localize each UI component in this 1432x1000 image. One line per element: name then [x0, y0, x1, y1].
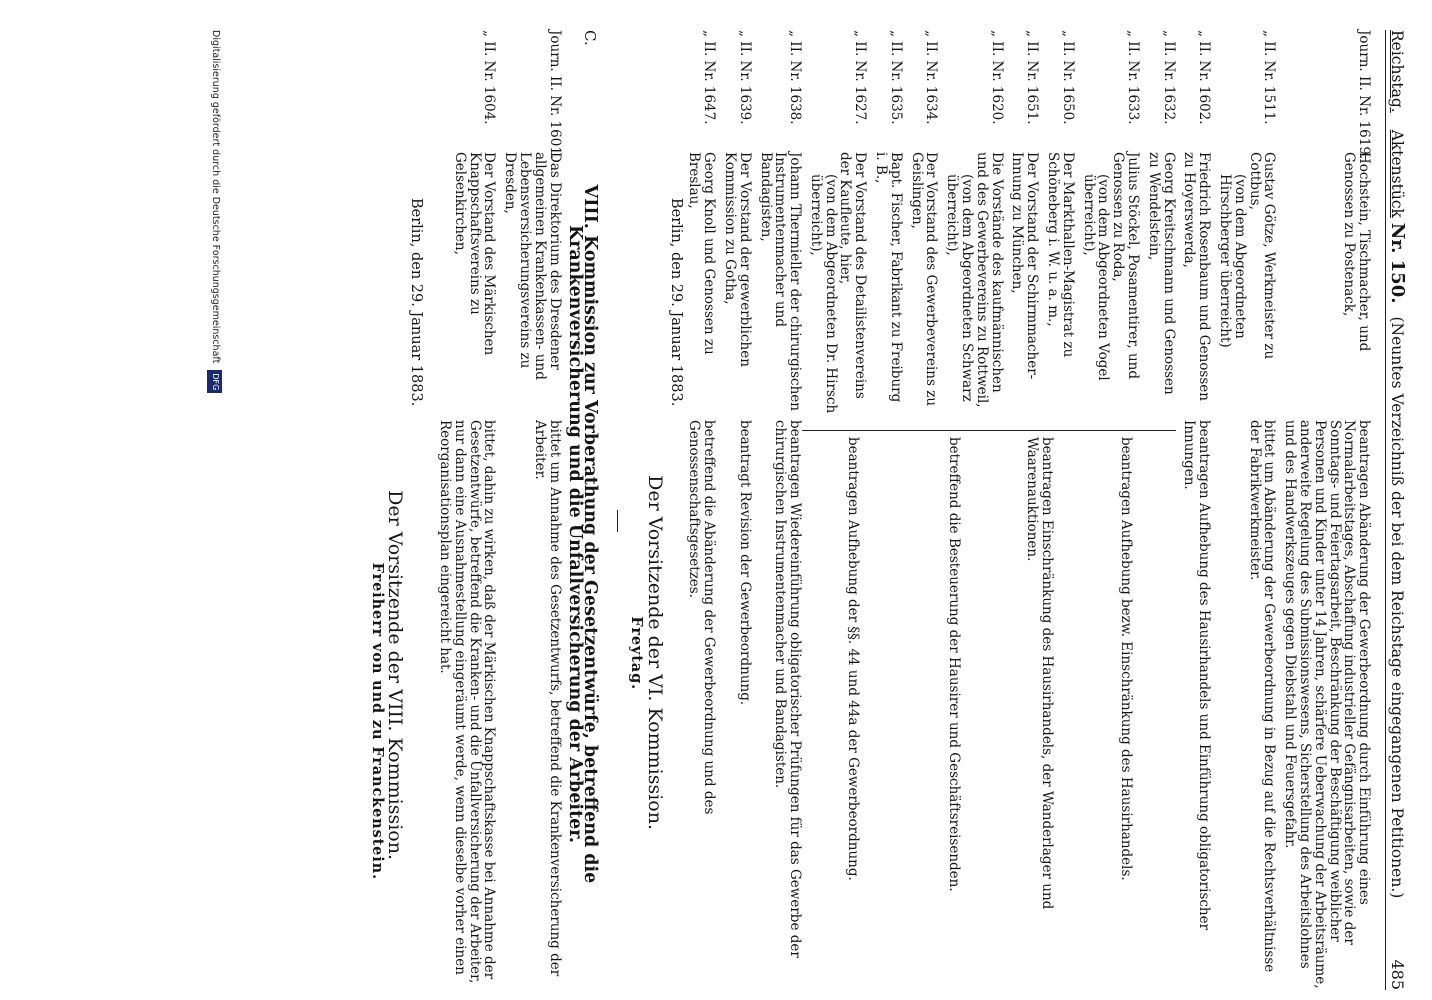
petition-group-left — [802, 30, 903, 420]
petition-group — [903, 30, 1004, 990]
dfg-logo: DFG — [207, 370, 222, 393]
section-viii-header — [565, 30, 601, 990]
petition-request: beantragen Aufhebung bezw. Einschränkung des Hausirhandels. — [1117, 437, 1134, 881]
petition-row — [1217, 30, 1276, 990]
bracket — [1075, 420, 1176, 431]
petitioner-block — [944, 152, 1003, 420]
journal-ref: „ II. Nr. 1604. — [481, 30, 498, 125]
petitioner: Der Vorstand des Gewerbevereins zu Geislingen, — [908, 152, 940, 407]
journal-ref: „ II. Nr. 1651. — [1024, 30, 1041, 125]
journal-ref: „ II. Nr. 1639. — [736, 30, 753, 125]
petition-row — [1282, 30, 1371, 990]
journal-ref: „ II. Nr. 1650. — [1059, 30, 1076, 125]
petition-group — [802, 30, 903, 990]
petition-group-left — [903, 30, 1004, 420]
chair-name: Freiherr von und zu Franckenstein. — [368, 562, 386, 880]
petitioner: Georg Knoll und Genossen zu Breslau, — [686, 152, 718, 355]
petition-request: bittet um Abänderung der Gewerbeordnung in Bezug auf die Rechtsverhältnisse der Fabrikwerkmeister. — [1246, 420, 1278, 973]
petitioner: Die Vorstände des kaufmännischen und des Gewerbevereins zu Rottweil, — [973, 152, 1005, 408]
footer-text: Digitalisierung gefördert durch die Deutsche Forschungsgemeinschaft — [210, 30, 221, 364]
petitioner: Georg Kreitschmann und Genossen zu Wendelstein, — [1145, 152, 1177, 395]
petitioner-block — [1081, 152, 1140, 420]
petition-row — [1182, 30, 1212, 990]
petitioner: Der Vorstand des Märkischen Knappschaftsvereins zu Gelsenkirchen, — [451, 152, 498, 356]
petition-request: bittet um Annahme des Gesetzentwurfs, betreffend die Krankenversicherung der Arbeiter. — [531, 420, 563, 977]
petitioner: Johann Thermieller der chirurgischen Instrumentenmacher und Bandagisten, — [757, 152, 804, 411]
separator-rule — [617, 510, 618, 532]
digitization-footer — [207, 30, 222, 990]
petition-row — [437, 30, 496, 990]
header-title: (Neuntes Verzeichniß der bei dem Reichstage eingegangenen Petitionen.) — [1388, 316, 1406, 899]
petition-request: beantragen Aufhebung des Hausirhandels und Einführung obligatorischer Innungen. — [1181, 420, 1213, 931]
petition-row — [758, 30, 802, 990]
petition-row — [1045, 30, 1075, 420]
journal-ref: „ II. Nr. 1635. — [887, 30, 904, 125]
journal-ref: „ II. Nr. 1638. — [787, 30, 804, 125]
petition-row — [909, 30, 939, 420]
journal-ref: „ II. Nr. 1632. — [1160, 30, 1177, 125]
petition-list — [687, 30, 1372, 990]
section-letter: C. — [581, 30, 600, 46]
petitioner-note: (von dem Abgeordneten Vogel überreicht), — [1080, 174, 1112, 381]
petitioner-note: (von dem Abgeordneten Dr. Hirsch überreicht), — [807, 174, 839, 414]
chair-title: Der Vorsitzende der VIII. Kommission. — [384, 490, 407, 860]
petition-group — [1004, 30, 1075, 990]
petitioner: Friedrich Rosenbaum und Genossen zu Hoyerswerda, — [1181, 152, 1213, 401]
petitioner: Der Markthallen-Magistrat zu Schöneberg i. W. u. a. m., — [1045, 152, 1076, 358]
petition-row — [1146, 30, 1176, 420]
petition-row — [944, 30, 1003, 420]
petition-request: beantragen Wiedereinführung obligatorischer Prüfungen für das Gewerbe der chirurgischen Instrumentenmacher und Bandagisten. — [772, 420, 804, 958]
petitioner: Der Vorstand des Detailistenvereins der Kaufleute, hier, — [837, 152, 869, 399]
petitioner-block — [1217, 152, 1276, 420]
journal-ref: Journ. II. Nr. 1619. — [1356, 30, 1373, 160]
petitioner: Der Vorstand der Schirmmacher-Innung zu München, — [1009, 152, 1041, 380]
petition-request: betreffend die Besteuerung der Hausirer und Geschäftsreisenden. — [945, 437, 962, 892]
page-number: 485 — [1388, 959, 1407, 990]
petitioner-block — [808, 152, 867, 420]
petition-request: beantragt Revision der Gewerbeordnung. — [736, 420, 753, 706]
date-line: Berlin, den 29. Januar 1883. — [408, 198, 425, 407]
bracket — [1004, 420, 1075, 431]
journal-ref: „ II. Nr. 1634. — [923, 30, 940, 125]
petition-group-left — [1075, 30, 1176, 420]
petitioner: Hochstein, Tischmacher, und Genossen zu Postenack, — [1341, 152, 1373, 352]
journal-ref: Journ. II. Nr. 1601. — [546, 30, 563, 160]
chair-title: Der Vorsitzende der VI. Kommission. — [643, 475, 666, 830]
petitioner: Das Direktorium des Dresdener allgemeinen Krankenkassen- und Lebensversicherungsvereins zu Dresden, — [502, 152, 563, 380]
journal-ref: „ II. Nr. 1511. — [1261, 30, 1278, 125]
header-aktenstueck: Aktenstück — [1388, 129, 1406, 218]
petition-request: beantragen Einschränkung des Hausirhandels, der Wanderlager und Waarenauktionen. — [1024, 437, 1056, 910]
petition-row — [873, 30, 903, 420]
petition-row — [1081, 30, 1140, 420]
petition-row — [1010, 30, 1040, 420]
petition-row — [722, 30, 752, 990]
journal-ref: „ II. Nr. 1602. — [1196, 30, 1213, 125]
journal-ref: „ II. Nr. 1633. — [1125, 30, 1142, 125]
document-page — [174, 30, 1408, 990]
journal-ref: „ II. Nr. 1647. — [701, 30, 718, 125]
petition-row — [808, 30, 867, 420]
header-number: Nr. 150. — [1387, 222, 1408, 304]
date-line: Berlin, den 29. Januar 1883. — [667, 198, 684, 407]
petition-group-left — [1004, 30, 1075, 420]
petitioner: Julius Stöckel, Posamentirer, und Genossen zu Roda, — [1110, 152, 1142, 379]
petitioner-note: (von dem Abgeordneten Schwarz überreicht), — [944, 174, 976, 402]
petition-list-viii — [437, 30, 561, 990]
section-title: VIII. Kommission zur Vorberathung der Gesetzentwürfe, betreffend die Krankenversicherung und die Unfallversicherung der Arbeiter. — [565, 184, 601, 884]
bracket — [802, 420, 903, 431]
petition-request: beantragen Aufhebung der §§. 44 und 44a der Gewerbeordnung. — [844, 437, 861, 881]
petition-request: betreffend die Abänderung der Gewerbeordnung und des Genossenschaftsgesetzes. — [686, 420, 718, 815]
petitioner: Bapt. Fischer, Fabrikant zu Freiburg i. B., — [873, 152, 904, 403]
petitioner: Der Vorstand der gewerblichen Kommission zu Gotha, — [721, 152, 753, 367]
bracket — [903, 420, 1004, 431]
petition-request: bittet, dahin zu wirken, daß der Märkischen Knappschaftskasse bei Annahme der Gesetzentwürfe, betreffend die Kranken- und die Unfallversicherung der Arbeiter, nur dann eine Ausnahmestellung eingeräumt werde, wenn dieselbe vorher einen Reorganisationsplan eingereicht hat. — [436, 420, 498, 984]
petition-row — [502, 30, 561, 990]
page-header — [1385, 30, 1408, 990]
petitioner-note: (von dem Abgeordneten Hirschberger überreicht) — [1217, 174, 1248, 348]
chair-name: Freytag. — [627, 616, 645, 690]
header-reichstag: Reichstag. — [1388, 30, 1406, 113]
petition-row — [687, 30, 717, 990]
petition-group — [1075, 30, 1176, 990]
journal-ref: „ II. Nr. 1627. — [852, 30, 869, 125]
petitioner: Gustav Götze, Werkmeister zu Cottbus, — [1246, 152, 1278, 360]
petition-request: beantragen Abänderung der Gewerbeordnung durch Einführung eines Normalarbeitstages, Abschaffung industrieller Gefängnisarbeiten, sowie der Sonntags- und Feiertagsarbeit, Beschränkung der Beschäftigung weiblicher Personen und Kinder unter 14 Jahren, schärfere Ueberwachung der Arbeitsräume, anderweite Regelung des Submissionswesens, Sicherstellung des Arbeitslohnes und des Handwerkszeuges gegen Diebstahl und Feuersgefahr. — [1282, 420, 1373, 989]
journal-ref: „ II. Nr. 1620. — [988, 30, 1005, 125]
